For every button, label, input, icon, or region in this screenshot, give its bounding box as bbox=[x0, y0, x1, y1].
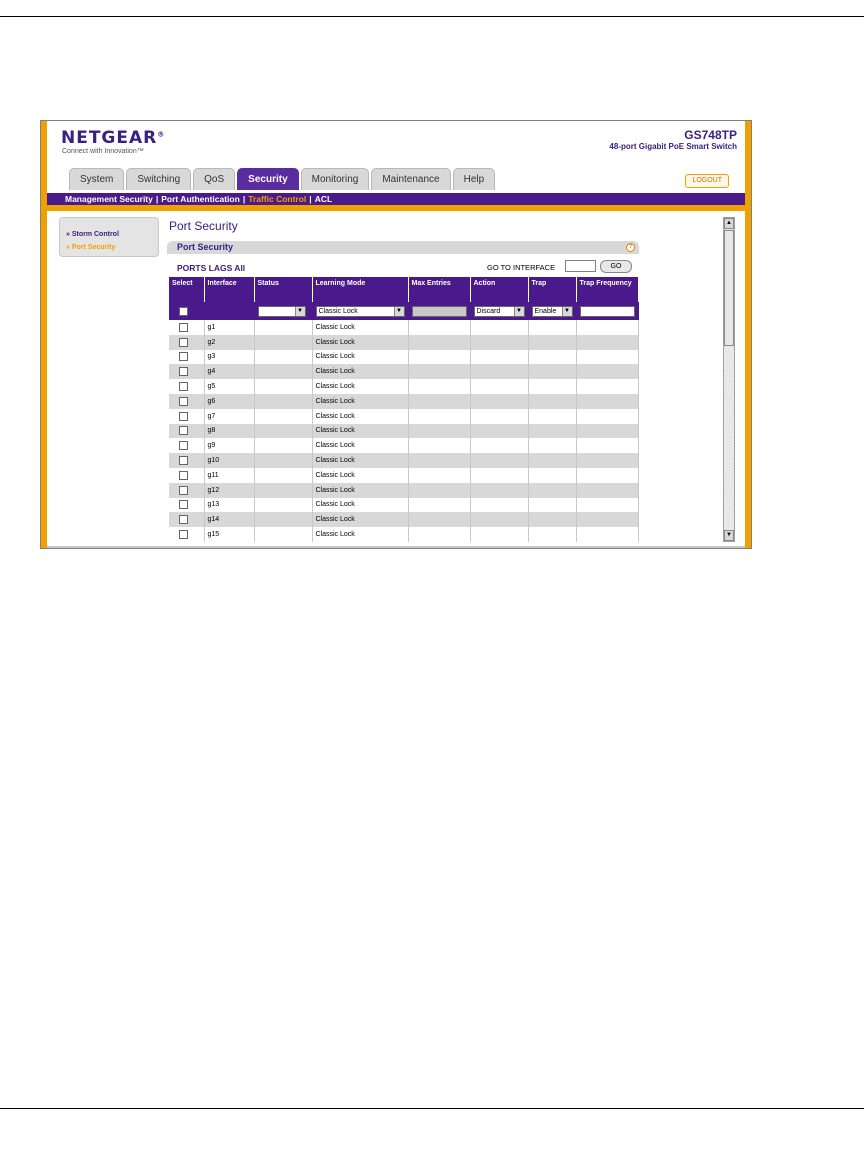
interface-cell: g7 bbox=[204, 409, 254, 424]
col-header-status: Status bbox=[254, 277, 312, 302]
learning-mode-cell: Classic Lock bbox=[312, 424, 408, 439]
tab-qos[interactable]: QoS bbox=[193, 168, 235, 190]
select-cell bbox=[169, 364, 204, 379]
chevron-down-icon: ▼ bbox=[514, 307, 524, 316]
action-cell bbox=[470, 364, 528, 379]
learning-mode-select[interactable]: Classic Lock ▼ bbox=[316, 306, 405, 317]
select-cell bbox=[169, 379, 204, 394]
interface-cell: g6 bbox=[204, 394, 254, 409]
action-cell bbox=[470, 438, 528, 453]
interface-cell: g10 bbox=[204, 453, 254, 468]
trap-cell bbox=[528, 498, 576, 513]
max-entries-cell bbox=[408, 498, 470, 513]
trap-cell bbox=[528, 527, 576, 542]
max-entries-cell bbox=[408, 364, 470, 379]
tab-switching[interactable]: Switching bbox=[126, 168, 191, 190]
trap-frequency-cell bbox=[576, 483, 638, 498]
page-title: Port Security bbox=[169, 219, 238, 233]
interface-cell: g8 bbox=[204, 424, 254, 439]
table-row bbox=[169, 335, 638, 350]
panel-title: Port Security bbox=[177, 242, 234, 252]
trap-frequency-input[interactable] bbox=[580, 306, 635, 317]
subnav-management-security[interactable]: Management Security bbox=[65, 194, 153, 204]
interface-cell: g5 bbox=[204, 379, 254, 394]
table-row bbox=[169, 498, 638, 513]
learning-mode-cell: Classic Lock bbox=[312, 453, 408, 468]
trap-frequency-cell bbox=[576, 379, 638, 394]
max-entries-cell bbox=[408, 453, 470, 468]
max-entries-input[interactable] bbox=[412, 306, 467, 317]
tab-maintenance[interactable]: Maintenance bbox=[371, 168, 450, 190]
col-header-max-entries: Max Entries bbox=[408, 277, 470, 302]
max-entries-cell bbox=[408, 350, 470, 365]
action-cell bbox=[470, 468, 528, 483]
table-row bbox=[169, 424, 638, 439]
table-row bbox=[169, 483, 638, 498]
scroll-up-icon[interactable]: ▲ bbox=[724, 218, 734, 229]
table-row bbox=[169, 394, 638, 409]
select-cell bbox=[169, 394, 204, 409]
trap-select[interactable]: Enable ▼ bbox=[532, 306, 573, 317]
status-cell bbox=[254, 498, 312, 513]
status-cell bbox=[254, 468, 312, 483]
leftnav-port-security[interactable]: » Port Security bbox=[66, 244, 116, 251]
table-row bbox=[169, 438, 638, 453]
max-entries-cell bbox=[408, 394, 470, 409]
panel-header bbox=[167, 241, 639, 254]
chevron-down-icon: ▼ bbox=[295, 307, 305, 316]
status-cell bbox=[254, 320, 312, 335]
trap-cell bbox=[528, 320, 576, 335]
model-description: 48-port Gigabit PoE Smart Switch bbox=[609, 142, 737, 151]
status-select[interactable] bbox=[258, 306, 306, 317]
max-entries-cell bbox=[408, 335, 470, 350]
learning-mode-cell: Classic Lock bbox=[312, 335, 408, 350]
select-cell bbox=[169, 512, 204, 527]
col-header-action: Action bbox=[470, 277, 528, 302]
learning-mode-cell: Classic Lock bbox=[312, 394, 408, 409]
trap-cell bbox=[528, 483, 576, 498]
goto-interface-label: GO TO INTERFACE bbox=[487, 263, 556, 272]
status-cell bbox=[254, 527, 312, 542]
action-cell bbox=[470, 394, 528, 409]
row-select-checkbox[interactable] bbox=[179, 530, 188, 539]
learning-mode-cell: Classic Lock bbox=[312, 350, 408, 365]
row-select-checkbox[interactable] bbox=[179, 352, 188, 361]
row-select-checkbox[interactable] bbox=[179, 382, 188, 391]
row-select-checkbox[interactable] bbox=[179, 426, 188, 435]
trap-cell bbox=[528, 409, 576, 424]
subnav-separator: | bbox=[155, 194, 159, 204]
action-cell bbox=[470, 320, 528, 335]
action-cell bbox=[470, 409, 528, 424]
status-cell bbox=[254, 394, 312, 409]
interface-cell: g13 bbox=[204, 498, 254, 513]
max-entries-cell bbox=[408, 424, 470, 439]
status-cell bbox=[254, 453, 312, 468]
col-header-select: Select bbox=[169, 277, 204, 302]
frame-right-border bbox=[745, 121, 751, 548]
trap-frequency-cell bbox=[576, 350, 638, 365]
tab-security[interactable]: Security bbox=[237, 168, 298, 190]
interface-cell: g2 bbox=[204, 335, 254, 350]
row-select-checkbox[interactable] bbox=[179, 441, 188, 450]
learning-mode-cell: Classic Lock bbox=[312, 438, 408, 453]
max-entries-cell bbox=[408, 468, 470, 483]
action-cell bbox=[470, 453, 528, 468]
select-cell bbox=[169, 438, 204, 453]
subnav-traffic-control[interactable]: Traffic Control bbox=[248, 194, 307, 204]
learning-mode-cell: Classic Lock bbox=[312, 483, 408, 498]
trap-cell bbox=[528, 468, 576, 483]
brand-tagline: Connect with Innovation™ bbox=[62, 148, 144, 155]
interface-cell: g9 bbox=[204, 438, 254, 453]
subnav-underbar bbox=[47, 205, 745, 211]
tab-monitoring[interactable]: Monitoring bbox=[301, 168, 370, 190]
row-select-checkbox[interactable] bbox=[179, 456, 188, 465]
action-cell bbox=[470, 498, 528, 513]
edit-row bbox=[169, 302, 638, 320]
frame-bottom-edge bbox=[47, 546, 745, 548]
help-icon[interactable]: ? bbox=[626, 243, 635, 252]
interface-cell: g14 bbox=[204, 512, 254, 527]
status-cell bbox=[254, 364, 312, 379]
trap-frequency-cell bbox=[576, 335, 638, 350]
trap-frequency-cell bbox=[576, 424, 638, 439]
port-security-panel bbox=[167, 241, 639, 549]
status-cell bbox=[254, 512, 312, 527]
select-all-checkbox[interactable] bbox=[179, 307, 188, 316]
scroll-thumb[interactable] bbox=[724, 230, 734, 346]
action-cell bbox=[470, 335, 528, 350]
select-cell bbox=[169, 409, 204, 424]
trap-cell bbox=[528, 364, 576, 379]
netgear-logo[interactable]: NETGEAR® bbox=[61, 128, 166, 148]
port-security-table bbox=[169, 277, 639, 542]
chevron-down-icon: ▼ bbox=[562, 307, 572, 316]
trap-frequency-cell bbox=[576, 453, 638, 468]
row-select-checkbox[interactable] bbox=[179, 367, 188, 376]
action-cell bbox=[470, 379, 528, 394]
tab-help[interactable]: Help bbox=[453, 168, 496, 190]
select-cell bbox=[169, 424, 204, 439]
trap-cell bbox=[528, 424, 576, 439]
tab-system[interactable]: System bbox=[69, 168, 124, 190]
trap-cell bbox=[528, 350, 576, 365]
browser-screenshot bbox=[40, 120, 752, 549]
trap-cell bbox=[528, 379, 576, 394]
select-cell bbox=[169, 453, 204, 468]
row-select-checkbox[interactable] bbox=[179, 412, 188, 421]
subnav-acl[interactable]: ACL bbox=[314, 194, 333, 204]
page-header bbox=[47, 121, 745, 193]
table-row bbox=[169, 379, 638, 394]
status-cell bbox=[254, 438, 312, 453]
table-row bbox=[169, 468, 638, 483]
go-button[interactable]: GO bbox=[600, 260, 632, 273]
subnav-separator: | bbox=[242, 194, 246, 204]
max-entries-cell bbox=[408, 527, 470, 542]
table-row bbox=[169, 453, 638, 468]
col-header-trap: Trap bbox=[528, 277, 576, 302]
trap-frequency-cell bbox=[576, 468, 638, 483]
row-select-checkbox[interactable] bbox=[179, 500, 188, 509]
col-header-interface: Interface bbox=[204, 277, 254, 302]
table-row bbox=[169, 512, 638, 527]
table-row bbox=[169, 364, 638, 379]
max-entries-cell bbox=[408, 379, 470, 394]
learning-mode-cell: Classic Lock bbox=[312, 379, 408, 394]
table-row bbox=[169, 409, 638, 424]
select-cell bbox=[169, 468, 204, 483]
model-name: GS748TP bbox=[684, 128, 737, 142]
max-entries-cell bbox=[408, 483, 470, 498]
learning-mode-cell: Classic Lock bbox=[312, 468, 408, 483]
trap-frequency-cell bbox=[576, 409, 638, 424]
trap-frequency-cell bbox=[576, 438, 638, 453]
learning-mode-cell: Classic Lock bbox=[312, 409, 408, 424]
col-header-trap-frequency: Trap Frequency bbox=[576, 277, 638, 302]
status-cell bbox=[254, 350, 312, 365]
row-select-checkbox[interactable] bbox=[179, 338, 188, 347]
row-select-checkbox[interactable] bbox=[179, 515, 188, 524]
trap-cell bbox=[528, 438, 576, 453]
select-cell bbox=[169, 498, 204, 513]
main-tabs bbox=[69, 168, 495, 190]
row-select-checkbox[interactable] bbox=[179, 323, 188, 332]
document-bottom-rule bbox=[0, 1108, 864, 1109]
max-entries-cell bbox=[408, 438, 470, 453]
logout-button[interactable]: LOGOUT bbox=[685, 174, 729, 188]
row-select-checkbox[interactable] bbox=[179, 486, 188, 495]
learning-mode-cell: Classic Lock bbox=[312, 320, 408, 335]
action-cell bbox=[470, 483, 528, 498]
interface-cell: g1 bbox=[204, 320, 254, 335]
trap-frequency-cell bbox=[576, 527, 638, 542]
interface-cell: g15 bbox=[204, 527, 254, 542]
vertical-scrollbar[interactable] bbox=[723, 217, 735, 542]
status-cell bbox=[254, 483, 312, 498]
action-select[interactable]: Discard ▼ bbox=[474, 306, 525, 317]
learning-mode-cell: Classic Lock bbox=[312, 512, 408, 527]
learning-mode-cell: Classic Lock bbox=[312, 364, 408, 379]
table-row bbox=[169, 350, 638, 365]
learning-mode-cell: Classic Lock bbox=[312, 498, 408, 513]
max-entries-cell bbox=[408, 409, 470, 424]
trap-frequency-cell bbox=[576, 498, 638, 513]
max-entries-cell bbox=[408, 320, 470, 335]
select-cell bbox=[169, 320, 204, 335]
action-cell bbox=[470, 424, 528, 439]
trap-frequency-cell bbox=[576, 364, 638, 379]
table-row bbox=[169, 320, 638, 335]
row-select-checkbox[interactable] bbox=[179, 397, 188, 406]
interface-cell: g11 bbox=[204, 468, 254, 483]
goto-interface-input[interactable] bbox=[565, 260, 596, 272]
trap-cell bbox=[528, 394, 576, 409]
interface-cell: g12 bbox=[204, 483, 254, 498]
status-cell bbox=[254, 335, 312, 350]
learning-mode-cell: Classic Lock bbox=[312, 527, 408, 542]
sub-navigation bbox=[47, 193, 745, 205]
scroll-down-icon[interactable]: ▼ bbox=[724, 530, 734, 541]
max-entries-cell bbox=[408, 512, 470, 527]
action-cell bbox=[470, 350, 528, 365]
trap-cell bbox=[528, 335, 576, 350]
trap-frequency-cell bbox=[576, 512, 638, 527]
trap-cell bbox=[528, 512, 576, 527]
document-top-rule bbox=[0, 16, 864, 17]
status-cell bbox=[254, 424, 312, 439]
interface-cell: g4 bbox=[204, 364, 254, 379]
trap-frequency-cell bbox=[576, 394, 638, 409]
row-select-checkbox[interactable] bbox=[179, 471, 188, 480]
select-cell bbox=[169, 350, 204, 365]
status-cell bbox=[254, 409, 312, 424]
subnav-separator: | bbox=[309, 194, 312, 204]
table-row bbox=[169, 527, 638, 542]
action-cell bbox=[470, 527, 528, 542]
col-header-learning-mode: Learning Mode bbox=[312, 277, 408, 302]
select-cell bbox=[169, 335, 204, 350]
table-header-row bbox=[169, 277, 638, 302]
trap-cell bbox=[528, 453, 576, 468]
interface-cell: g3 bbox=[204, 350, 254, 365]
subnav-port-authentication[interactable]: Port Authentication bbox=[161, 194, 240, 204]
select-cell bbox=[169, 527, 204, 542]
leftnav-storm-control[interactable]: » Storm Control bbox=[66, 231, 119, 238]
left-navigation bbox=[59, 217, 159, 257]
trap-frequency-cell bbox=[576, 320, 638, 335]
action-cell bbox=[470, 512, 528, 527]
ports-lags-all-links[interactable]: PORTS LAGS All bbox=[177, 263, 246, 273]
select-cell bbox=[169, 483, 204, 498]
status-cell bbox=[254, 379, 312, 394]
chevron-down-icon: ▼ bbox=[394, 307, 404, 316]
